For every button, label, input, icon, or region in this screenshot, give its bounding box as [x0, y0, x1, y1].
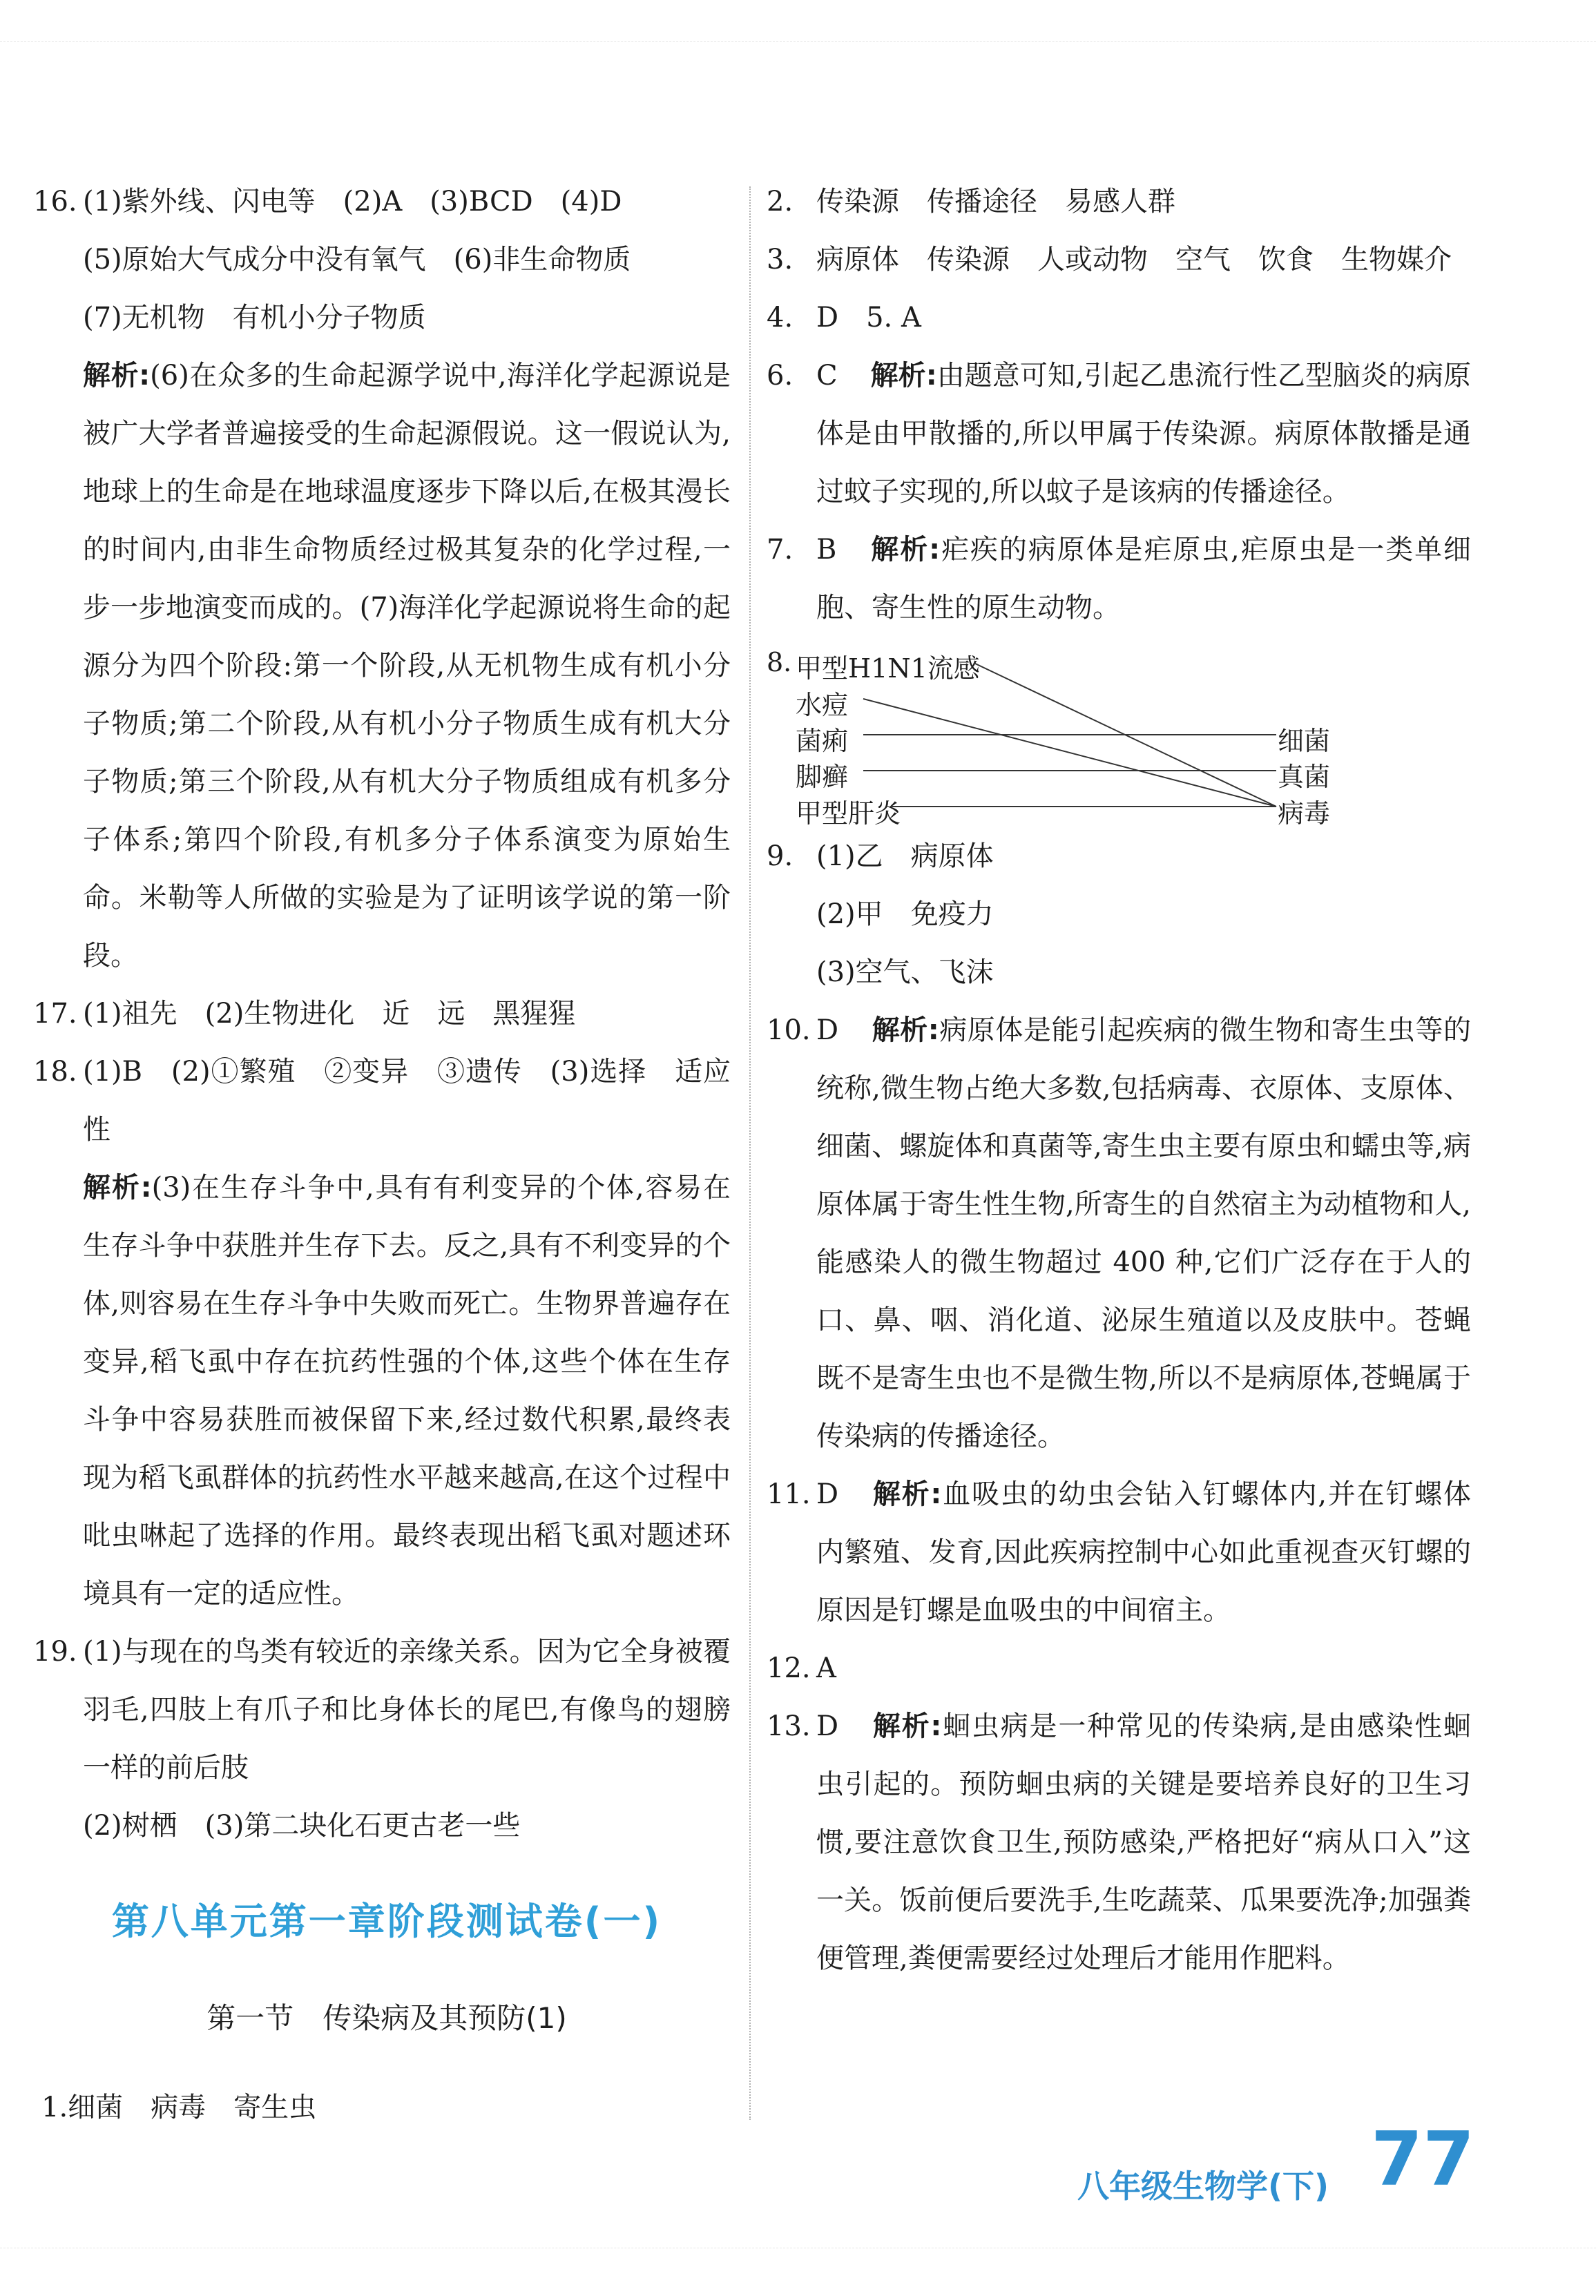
question-number: 11. [767, 1478, 811, 1510]
footer-grade-label: 八年级生物学(下) [1077, 2168, 1329, 2205]
question-2 [767, 173, 1471, 231]
answer-text: 细菌 病毒 寄生虫 [68, 2092, 317, 2123]
answer-line: 传染源 传播途径 易感人群 [816, 186, 1175, 218]
question-8-matching [767, 637, 1471, 829]
answer-line: (1)与现在的鸟类有较近的亲缘关系。因为它全身被覆羽毛,四肢上有爪子和比身体长的尾巴,有像鸟的翅膀一样的前后肢 [83, 1636, 731, 1784]
answer-letter: D [816, 1710, 839, 1742]
answer-line: (1)乙 病原体 [816, 840, 994, 872]
top-divider [0, 41, 1596, 42]
explanation-text: 蛔虫病是一种常见的传染病,是由感染性蛔虫引起的。预防蛔虫病的关键是要培养良好的卫生习惯,要注意饮食卫生,预防感染,严格把好“病从口入”这一关。饭前便后要洗手,生吃蔬菜、瓜果要洗净;加强粪便管理,粪便需要经过处理后才能用作肥料。 [816, 1710, 1471, 1974]
question-1 [41, 2078, 316, 2136]
answer-line: (5)原始大气成分中没有氧气 (6)非生命物质 [83, 244, 631, 276]
explanation-16 [33, 347, 731, 985]
question-9 [767, 827, 1471, 1001]
question-number: 16. [33, 186, 77, 218]
question-number: 6. [767, 360, 794, 392]
explanation-text: (6)在众多的生命起源学说中,海洋化学起源说是被广大学者普遍接受的生命起源假说。这一假说认为,地球上的生命是在地球温度逐步下降以后,在极其漫长的时间内,由非生命物质经过极其复杂的化学过程,一步一步地演变而成的。(7)海洋化学起源说将生命的起源分为四个阶段:第一个阶段,从无机物生成有机小分子物质;第二个阶段,从有机小分子物质生成有机大分子物质;第三个阶段,从有机大分子物质组成有机多分子体系;第四个阶段,有机多分子体系演变为原始生命。米勒等人所做的实验是为了证明该学说的第一阶段。 [83, 360, 731, 972]
explanation-text: 病原体是能引起疾病的微生物和寄生虫等的统称,微生物占绝大多数,包括病毒、衣原体、支原体、细菌、螺旋体和真菌等,寄生虫主要有原虫和蠕虫等,病原体属于寄生性生物,所寄生的自然宿主为动植物和人,能感染人的微生物超过 400 种,它们广泛存在于人的口、鼻、咽、消化道、泌尿生殖道以及皮肤中。苍蝇既不是寄生虫也不是微生物,所以不是病原体,苍蝇属于传染病的传播途径。 [816, 1014, 1471, 1452]
pathogen-label: 病毒 [1278, 798, 1331, 829]
question-number: 9. [767, 840, 794, 872]
question-number: 7. [767, 534, 794, 566]
answer-letter: C [816, 360, 838, 392]
explanation-text: (3)在生存斗争中,具有有利变异的个体,容易在生存斗争中获胜并生存下去。反之,具有不利变异的个体,则容易在生存斗争中失败而死亡。生物界普遍存在变异,稻飞虱中存在抗药性强的个体,这些个体在生存斗争中容易获胜而被保留下来,经过数代积累,最终表现为稻飞虱群体的抗药性水平越来越高,在这个过程中吡虫啉起了选择的作用。最终表现出稻飞虱对题述环境具有一定的适应性。 [83, 1172, 731, 1610]
question-16 [33, 173, 731, 347]
answer-line: (1)B (2)①繁殖 ②变异 ③遗传 (3)选择 适应性 [83, 1056, 731, 1146]
question-17 [33, 985, 731, 1043]
question-12 [767, 1639, 1471, 1697]
explanation-label: 解析: [872, 1478, 942, 1510]
unit-title: 第八单元第一章阶段测试卷(一) [111, 1900, 662, 1943]
answer-line: D 5. A [816, 302, 921, 334]
explanation-label: 解析: [870, 360, 937, 392]
answer-line: (3)空气、飞沫 [816, 956, 994, 988]
matching-lines [767, 637, 1457, 823]
question-number: 13. [767, 1710, 811, 1742]
question-number: 4. [767, 302, 794, 334]
disease-label: 甲型肝炎 [796, 798, 901, 829]
question-number: 1. [41, 2092, 68, 2123]
answer-line: (2)树栖 (3)第二块化石更古老一些 [83, 1810, 521, 1842]
disease-label: 水痘 [796, 690, 849, 720]
column-divider [749, 186, 751, 2120]
answer-line: (7)无机物 有机小分子物质 [83, 302, 426, 334]
question-6 [767, 347, 1471, 521]
question-10 [767, 1001, 1471, 1465]
pathogen-label: 真菌 [1278, 762, 1331, 792]
question-13 [767, 1697, 1471, 1987]
match-line [863, 699, 1276, 807]
left-column [33, 173, 731, 1855]
explanation-label: 解析: [869, 534, 941, 566]
question-19 [33, 1623, 731, 1855]
answer-line: (1)祖先 (2)生物进化 近 远 黑猩猩 [83, 998, 576, 1030]
question-11 [767, 1465, 1471, 1639]
answer-line: (1)紫外线、闪电等 (2)A (3)BCD (4)D [83, 186, 622, 218]
question-3 [767, 231, 1471, 289]
pathogen-label: 细菌 [1278, 726, 1331, 756]
section-title: 第一节 传染病及其预防(1) [206, 2001, 567, 2035]
question-number: 19. [33, 1636, 77, 1668]
answer-line: 病原体 传染源 人或动物 空气 饮食 生物媒介 [816, 244, 1452, 276]
explanation-text: 由题意可知,引起乙患流行性乙型脑炎的病原体是由甲散播的,所以甲属于传染源。病原体散播是通过蚊子实现的,所以蚊子是该病的传播途径。 [816, 360, 1472, 508]
question-number: 17. [33, 998, 77, 1030]
question-number: 3. [767, 244, 794, 276]
answer-letter: D [816, 1014, 839, 1046]
explanation-text: 血吸虫的幼虫会钻入钉螺体内,并在钉螺体内繁殖、发育,因此疾病控制中心如此重视查灭钉螺的原因是钉螺是血吸虫的中间宿主。 [816, 1478, 1471, 1626]
disease-label: 甲型H1N1流感 [796, 653, 980, 684]
explanation-label: 解析: [872, 1014, 939, 1046]
answer-letter: A [816, 1652, 836, 1684]
right-column [767, 173, 1471, 1987]
question-7 [767, 521, 1471, 637]
disease-label: 脚癣 [796, 762, 849, 792]
explanation-label: 解析: [83, 1172, 152, 1204]
question-18 [33, 1043, 731, 1159]
explanation-18 [33, 1159, 731, 1623]
explanation-text: 疟疾的病原体是疟原虫,疟原虫是一类单细胞、寄生性的原生动物。 [816, 534, 1472, 624]
answer-letter: D [816, 1478, 839, 1510]
question-number: 10. [767, 1014, 811, 1046]
question-number: 8. [767, 647, 792, 677]
disease-label: 菌痢 [796, 726, 849, 756]
page-number: 77 [1371, 2116, 1475, 2203]
question-number: 12. [767, 1652, 811, 1684]
question-number: 18. [33, 1056, 77, 1088]
answer-line: (2)甲 免疫力 [816, 898, 994, 930]
question-4-5 [767, 289, 1471, 347]
explanation-label: 解析: [872, 1710, 942, 1742]
question-number: 2. [767, 186, 794, 218]
explanation-label: 解析: [83, 360, 151, 392]
answer-letter: B [816, 534, 837, 566]
